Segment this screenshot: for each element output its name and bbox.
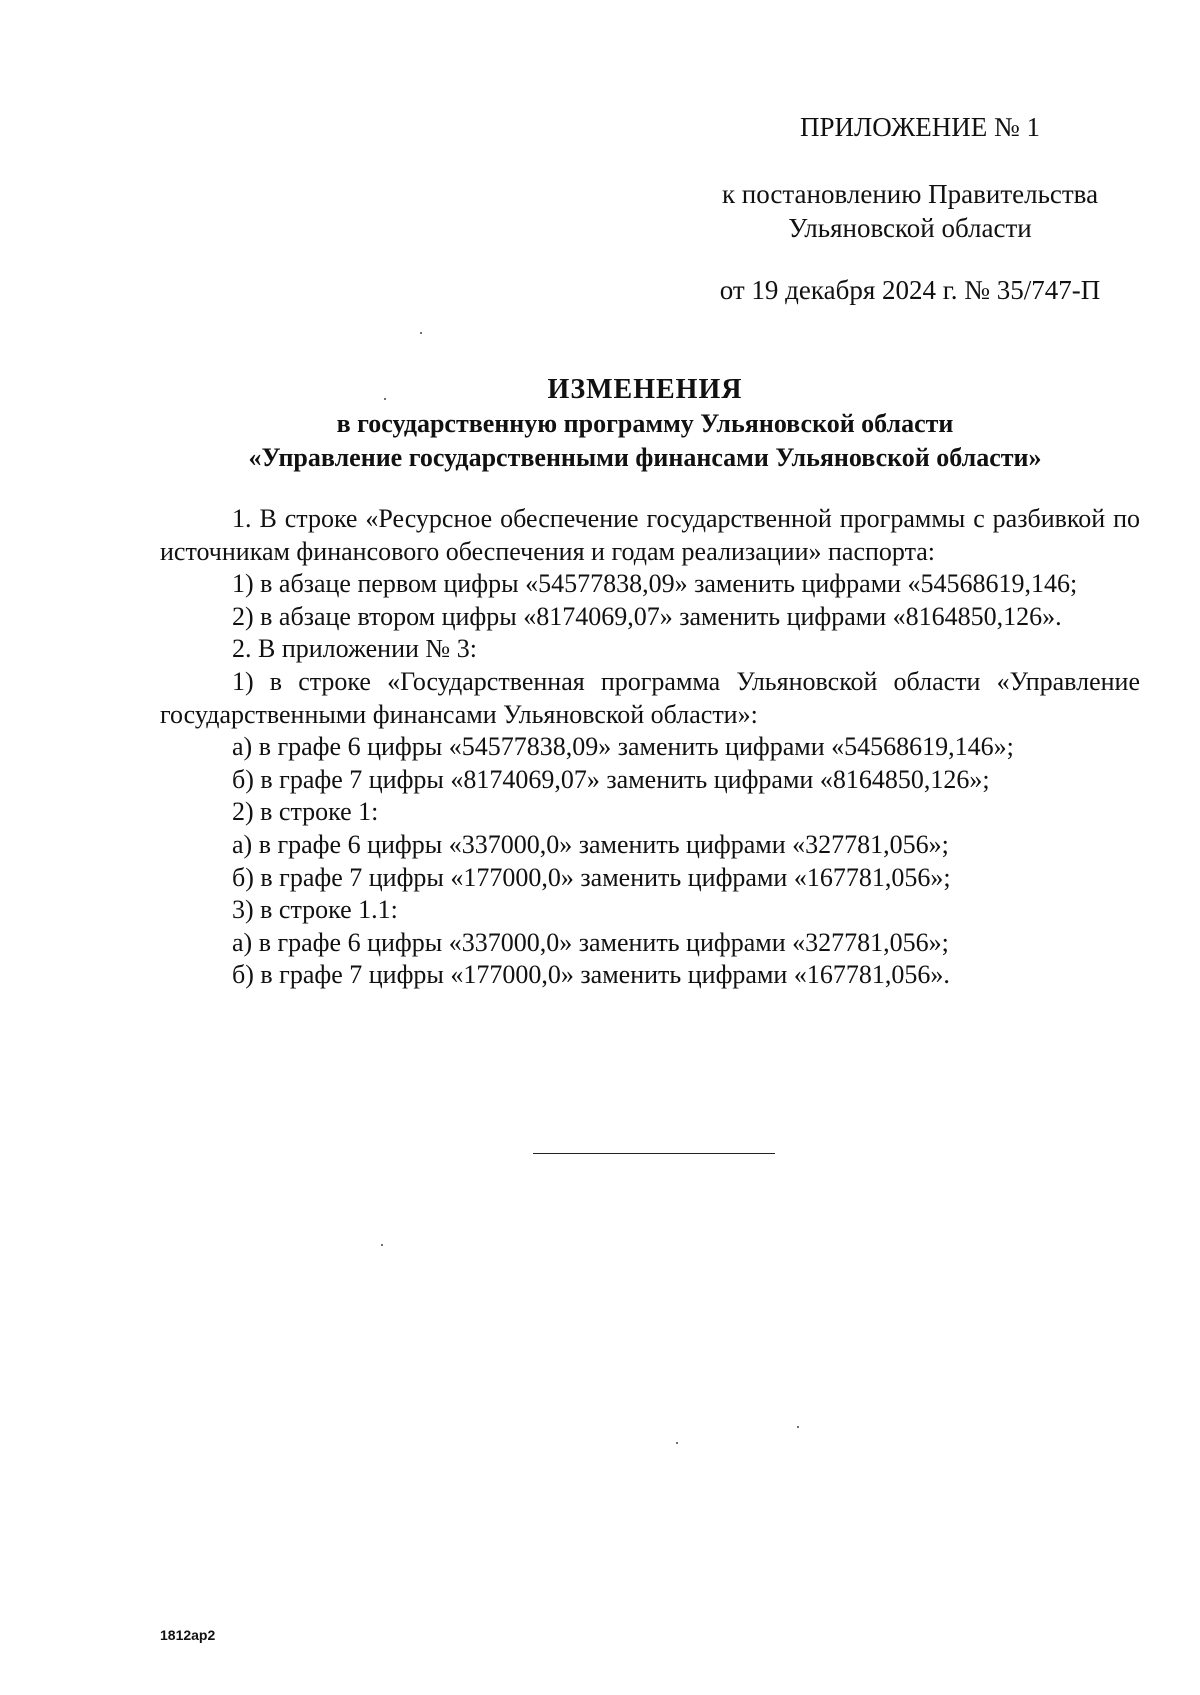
clause-1: 1. В строке «Ресурсное обеспечение государственной программы с разбивкой по источникам финансового обеспечения и годам реализации» паспорта: <box>160 504 1140 566</box>
clause-2-item-2: 2) в строке 1: <box>232 797 379 827</box>
annex-reference-line-2: Ульяновской области <box>788 213 1032 243</box>
title-line-3: «Управление государственными финансами Ульяновской области» <box>248 443 1042 472</box>
clause-1-item-1: 1) в абзаце первом цифры «54577838,09» заменить цифрами «54568619,146; <box>232 569 1078 599</box>
document-title <box>150 373 1140 475</box>
clause-1-item-2: 2) в абзаце втором цифры «8174069,07» заменить цифрами «8164850,126». <box>232 601 1062 631</box>
clause-2-item-3-a: а) в графе 6 цифры «337000,0» заменить цифрами «327781,056»; <box>232 927 949 957</box>
scan-speck <box>381 1244 383 1246</box>
title-line-2: в государственную программу Ульяновской области <box>336 409 954 438</box>
clause-2: 2. В приложении № 3: <box>232 634 477 664</box>
document-body <box>160 503 1140 992</box>
end-rule <box>533 1153 775 1154</box>
clause-2-item-1-a: а) в графе 6 цифры «54577838,09» заменить цифрами «54568619,146»; <box>232 732 1014 762</box>
scan-speck <box>420 332 422 334</box>
clause-2-item-3-b: б) в графе 7 цифры «177000,0» заменить цифрами «167781,056». <box>232 960 950 990</box>
scan-speck <box>797 1426 799 1428</box>
clause-2-item-2-b: б) в графе 7 цифры «177000,0» заменить цифрами «167781,056»; <box>232 862 951 892</box>
scan-speck <box>676 1442 678 1444</box>
scan-speck <box>384 398 386 400</box>
annex-reference-line-1: к постановлению Правительства <box>721 179 1099 209</box>
title-main: ИЗМЕНЕНИЯ <box>547 374 743 405</box>
annex-number: ПРИЛОЖЕНИЕ № 1 <box>799 112 1041 142</box>
clause-2-item-1: 1) в строке «Государственная программа Ульяновской области «Управление государственными финансами Ульяновской области»: <box>160 666 1140 729</box>
footer-code: 1812ap2 <box>160 1627 216 1643</box>
clause-2-item-1-b: б) в графе 7 цифры «8174069,07» заменить цифрами «8164850,126»; <box>232 764 990 794</box>
clause-2-item-2-a: а) в графе 6 цифры «337000,0» заменить цифрами «327781,056»; <box>232 829 949 859</box>
annex-reference <box>680 177 1140 245</box>
clause-2-item-3: 3) в строке 1.1: <box>232 895 398 925</box>
annex-date: от 19 декабря 2024 г. № 35/747-П <box>719 275 1101 305</box>
